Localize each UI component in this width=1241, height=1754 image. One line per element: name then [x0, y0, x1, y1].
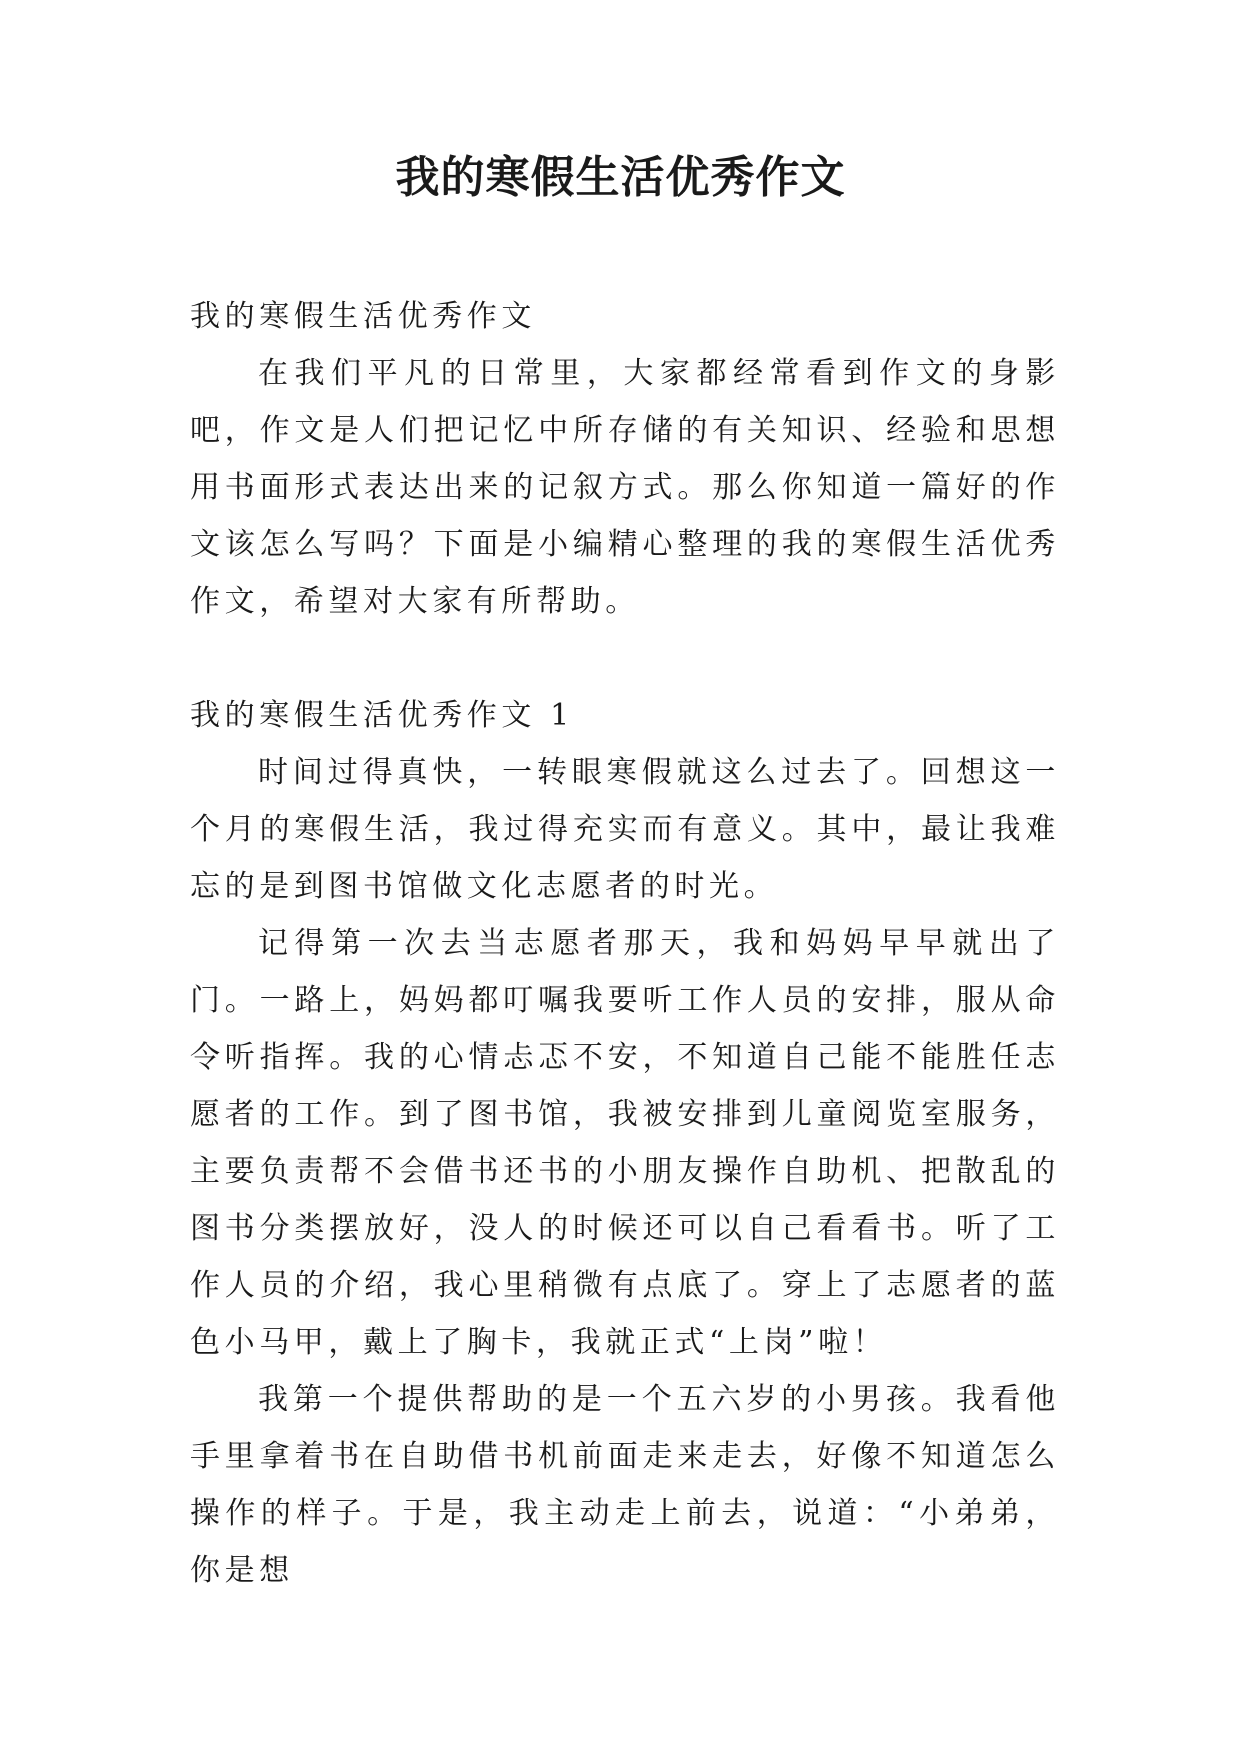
- section-spacer: [190, 630, 1060, 687]
- intro-heading: 我的寒假生活优秀作文: [190, 299, 536, 334]
- essay-1-paragraph-1: 时间过得真快，一转眼寒假就这么过去了。回想这一个月的寒假生活，我过得充实而有意义。其中，最让我难忘的是到图书馆做文化志愿者的时光。: [190, 755, 1060, 904]
- essay-1-paragraph-2: 记得第一次去当志愿者那天，我和妈妈早早就出了门。一路上，妈妈都叮嘱我要听工作人员的安排，服从命令听指挥。我的心情忐忑不安，不知道自己能不能胜任志愿者的工作。到了图书馆，我被安排到儿童阅览室服务，主要负责帮不会借书还书的小朋友操作自助机、把散乱的图书分类摆放好，没人的时候还可以自己看看书。听了工作人员的介绍，我心里稍微有点底了。穿上了志愿者的蓝色小马甲，戴上了胸卡，我就正式“上岗”啦！: [190, 926, 1060, 1360]
- essay-1-paragraph-3: 我第一个提供帮助的是一个五六岁的小男孩。我看他手里拿着书在自助借书机前面走来走去，好像不知道怎么操作的样子。于是，我主动走上前去，说道：“小弟弟，你是想: [190, 1382, 1060, 1588]
- intro-paragraph: 在我们平凡的日常里，大家都经常看到作文的身影吧，作文是人们把记忆中所存储的有关知识、经验和思想用书面形式表达出来的记叙方式。那么你知道一篇好的作文该怎么写吗？下面是小编精心整理的我的寒假生活优秀作文，希望对大家有所帮助。: [190, 356, 1060, 619]
- essay-1-heading: 我的寒假生活优秀作文 1: [190, 698, 574, 733]
- document-title: 我的寒假生活优秀作文: [395, 152, 846, 203]
- document-body: [190, 288, 1060, 1599]
